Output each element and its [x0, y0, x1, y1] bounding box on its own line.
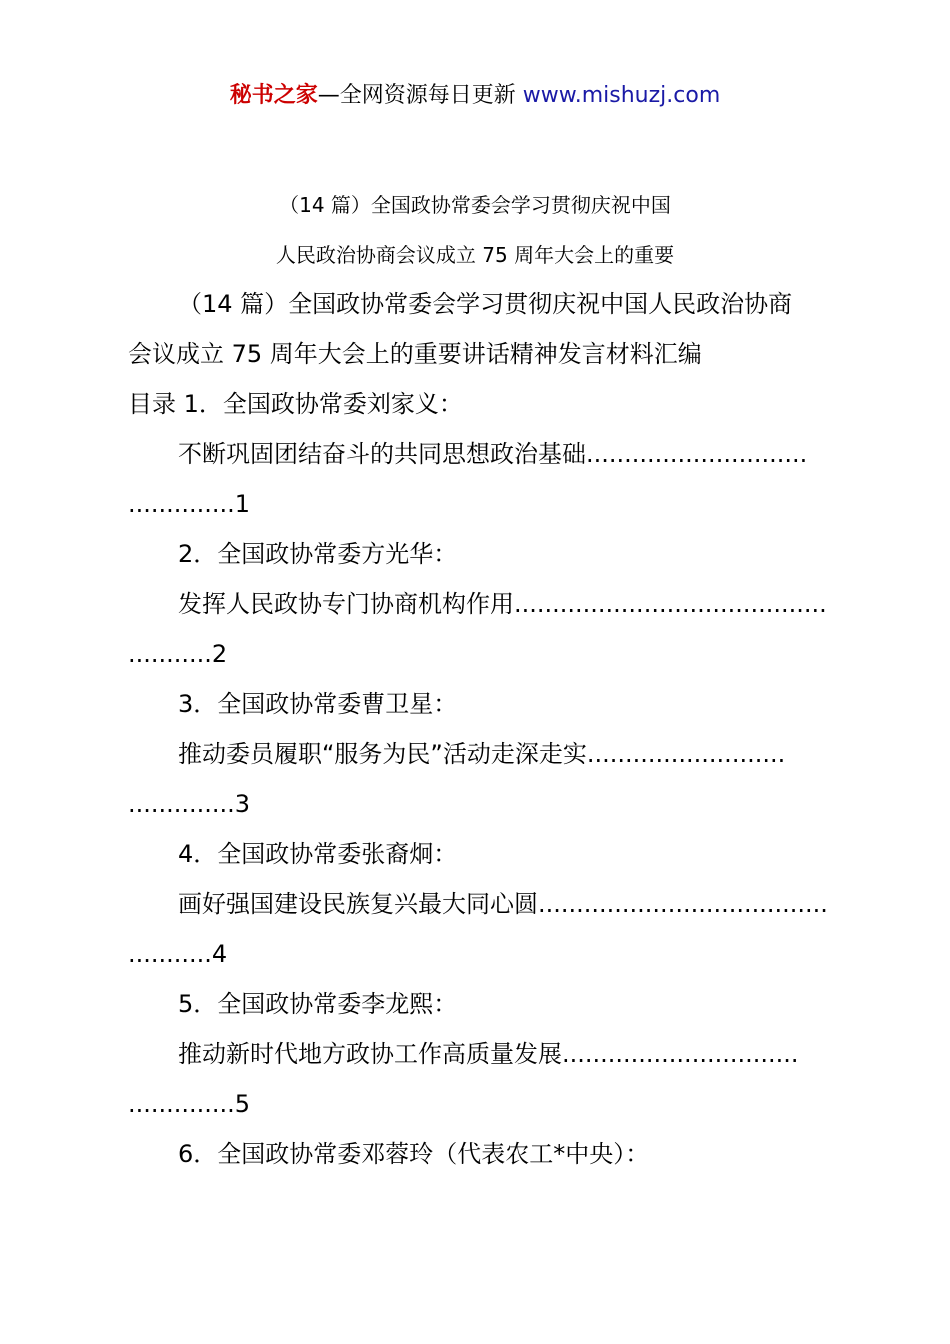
toc-item-3-page[interactable]: ..............3 [128, 790, 251, 818]
toc-item-1-page[interactable]: ..............1 [128, 490, 251, 518]
intro-line-2: 会议成立 75 周年大会上的重要讲话精神发言材料汇编 [128, 340, 702, 368]
site-url-link[interactable]: www.mishuzj.com [515, 83, 721, 108]
title-line-2: 人民政治协商会议成立 75 周年大会上的重要 [275, 243, 675, 267]
site-header [0, 80, 950, 112]
toc-item-3-speaker: 3．全国政协常委曹卫星： [178, 690, 458, 718]
intro-line-1: （14 篇）全国政协常委会学习贯彻庆祝中国人民政治协商 [178, 290, 793, 318]
document-title [0, 180, 950, 280]
site-slogan: —全网资源每日更新 [317, 83, 516, 108]
site-brand: 秘书之家 [229, 83, 318, 108]
toc-label: 目录 1．全国政协常委刘家义： [128, 390, 463, 418]
toc-item-5-topic[interactable]: 推动新时代地方政协工作高质量发展............................... [178, 1040, 799, 1068]
toc-item-2-speaker: 2．全国政协常委方光华： [178, 540, 458, 568]
title-line-1: （14 篇）全国政协常委会学习贯彻庆祝中国 [279, 193, 671, 217]
toc-item-3-topic[interactable]: 推动委员履职“服务为民”活动走深走实.......................... [178, 740, 786, 768]
toc-item-4-page[interactable]: ...........4 [128, 940, 228, 968]
toc-item-4-speaker: 4．全国政协常委张裔炯： [178, 840, 458, 868]
toc-item-6-speaker: 6．全国政协常委邓蓉玲（代表农工*中央）： [178, 1140, 650, 1168]
toc-item-5-speaker: 5．全国政协常委李龙熙： [178, 990, 458, 1018]
toc-item-1-topic[interactable]: 不断巩固团结奋斗的共同思想政治基础............................. [178, 440, 808, 468]
toc-item-4-topic[interactable]: 画好强国建设民族复兴最大同心圆...................................... [178, 890, 828, 918]
toc-item-2-topic[interactable]: 发挥人民政协专门协商机构作用......................................... [178, 590, 827, 618]
toc-item-5-page[interactable]: ..............5 [128, 1090, 251, 1118]
toc-item-2-page[interactable]: ...........2 [128, 640, 228, 668]
